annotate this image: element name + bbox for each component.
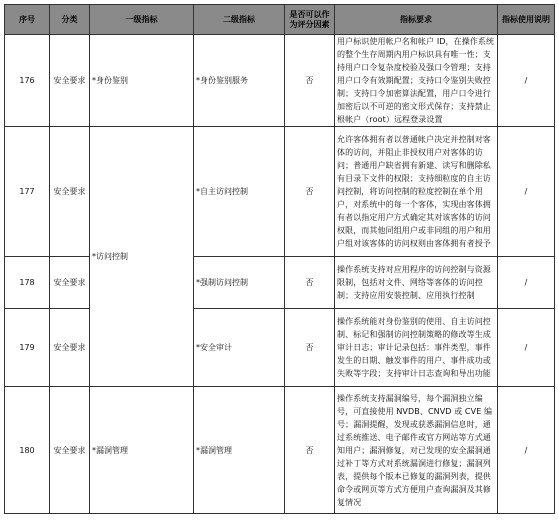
header-seq: 序号 [5,5,50,35]
cell-level1-merged: *访问控制 [90,127,194,387]
cell-usage: / [498,257,555,309]
table-row [5,387,555,514]
cell-is-factor: 否 [285,35,335,127]
header-level1: 一级指标 [90,5,194,35]
table-row [5,257,555,309]
cell-requirement: 操作系统支持漏洞编号，每个漏洞独立编号，可直接使用 NVDB、CNVD 或 CVE 编号；漏洞提醒，发现或获悉漏洞信息时，通过系统推送、电子邮件或官方网站等方式通知用户；漏洞修复，对已发现的安全漏洞通过补丁等方式对系统漏洞进行修复；漏洞列表，提供每个版本已修复的漏洞列表，提供命令或网页等方式方便用户查询漏洞及其修复情况 [335,387,498,514]
header-requirement: 指标要求 [335,5,498,35]
cell-is-factor: 否 [285,309,335,387]
cell-requirement: 用户标识使用帐户名和帐户 ID，在操作系统的整个生存周期内用户标识具有唯一性；支持用户口令复杂度校验及强口令管理；支持用户口令有效期配置；支持口令鉴别失败控制；支持口令加密算法配置，用户口令进行加密后以不可逆的密文形式保存；支持禁止根帐户（root）远程登录设置 [335,35,498,127]
cell-usage: / [498,127,555,257]
cell-usage: / [498,309,555,387]
cell-seq: 179 [5,309,50,387]
header-is-factor: 是否可以作为评分因素 [285,5,335,35]
cell-requirement: 允许客体拥有者以普通帐户决定并控制对客体的访问，并阻止非授权用户对客体的访问；普通用户缺省拥有新建、读写和删除私有目录下文件的权限；支持细粒度的自主访问控制，将访问控制的粒度控制在单个用户，对系统中的每一个客体，实现由客体拥有者以指定用户方式确定其对该客体的访问权限，而其他同组用户或非同组的用户和用户组对该客体的访问权则由客体拥有者授予 [335,127,498,257]
cell-level1: *漏洞管理 [90,387,194,514]
table-row [5,35,555,127]
cell-seq: 178 [5,257,50,309]
cell-usage: / [498,35,555,127]
cell-level2: *自主访问控制 [194,127,285,257]
indicator-table [4,4,555,514]
cell-category: 安全要求 [50,309,90,387]
header-usage: 指标使用说明 [498,5,555,35]
cell-level2: *身份鉴别服务 [194,35,285,127]
cell-requirement: 操作系统能对身份鉴别的使用、自主访问控制、标记和强制访问控制策略的修改等生成审计日志；审计记录包括：事件类型，事件发生的日期、触发事件的用户、事件成功或失败等字段；支持审计日志查询和导出功能 [335,309,498,387]
cell-category: 安全要求 [50,387,90,514]
cell-category: 安全要求 [50,257,90,309]
cell-seq: 176 [5,35,50,127]
cell-requirement: 操作系统支持对应用程序的访问控制与资源限制，包括对文件、网络等客体的访问控制；支持应用安装控制、应用执行控制 [335,257,498,309]
header-level2: 二级指标 [194,5,285,35]
cell-seq: 177 [5,127,50,257]
cell-level1: *身份鉴别 [90,35,194,127]
table-header-row [5,5,555,35]
cell-category: 安全要求 [50,35,90,127]
cell-usage: / [498,387,555,514]
cell-level2: *安全审计 [194,309,285,387]
header-category: 分类 [50,5,90,35]
table-row [5,127,555,257]
cell-level2: *漏洞管理 [194,387,285,514]
table-row [5,309,555,387]
cell-category: 安全要求 [50,127,90,257]
cell-seq: 180 [5,387,50,514]
cell-is-factor: 否 [285,257,335,309]
cell-is-factor: 否 [285,387,335,514]
cell-level2: *强制访问控制 [194,257,285,309]
cell-is-factor: 否 [285,127,335,257]
